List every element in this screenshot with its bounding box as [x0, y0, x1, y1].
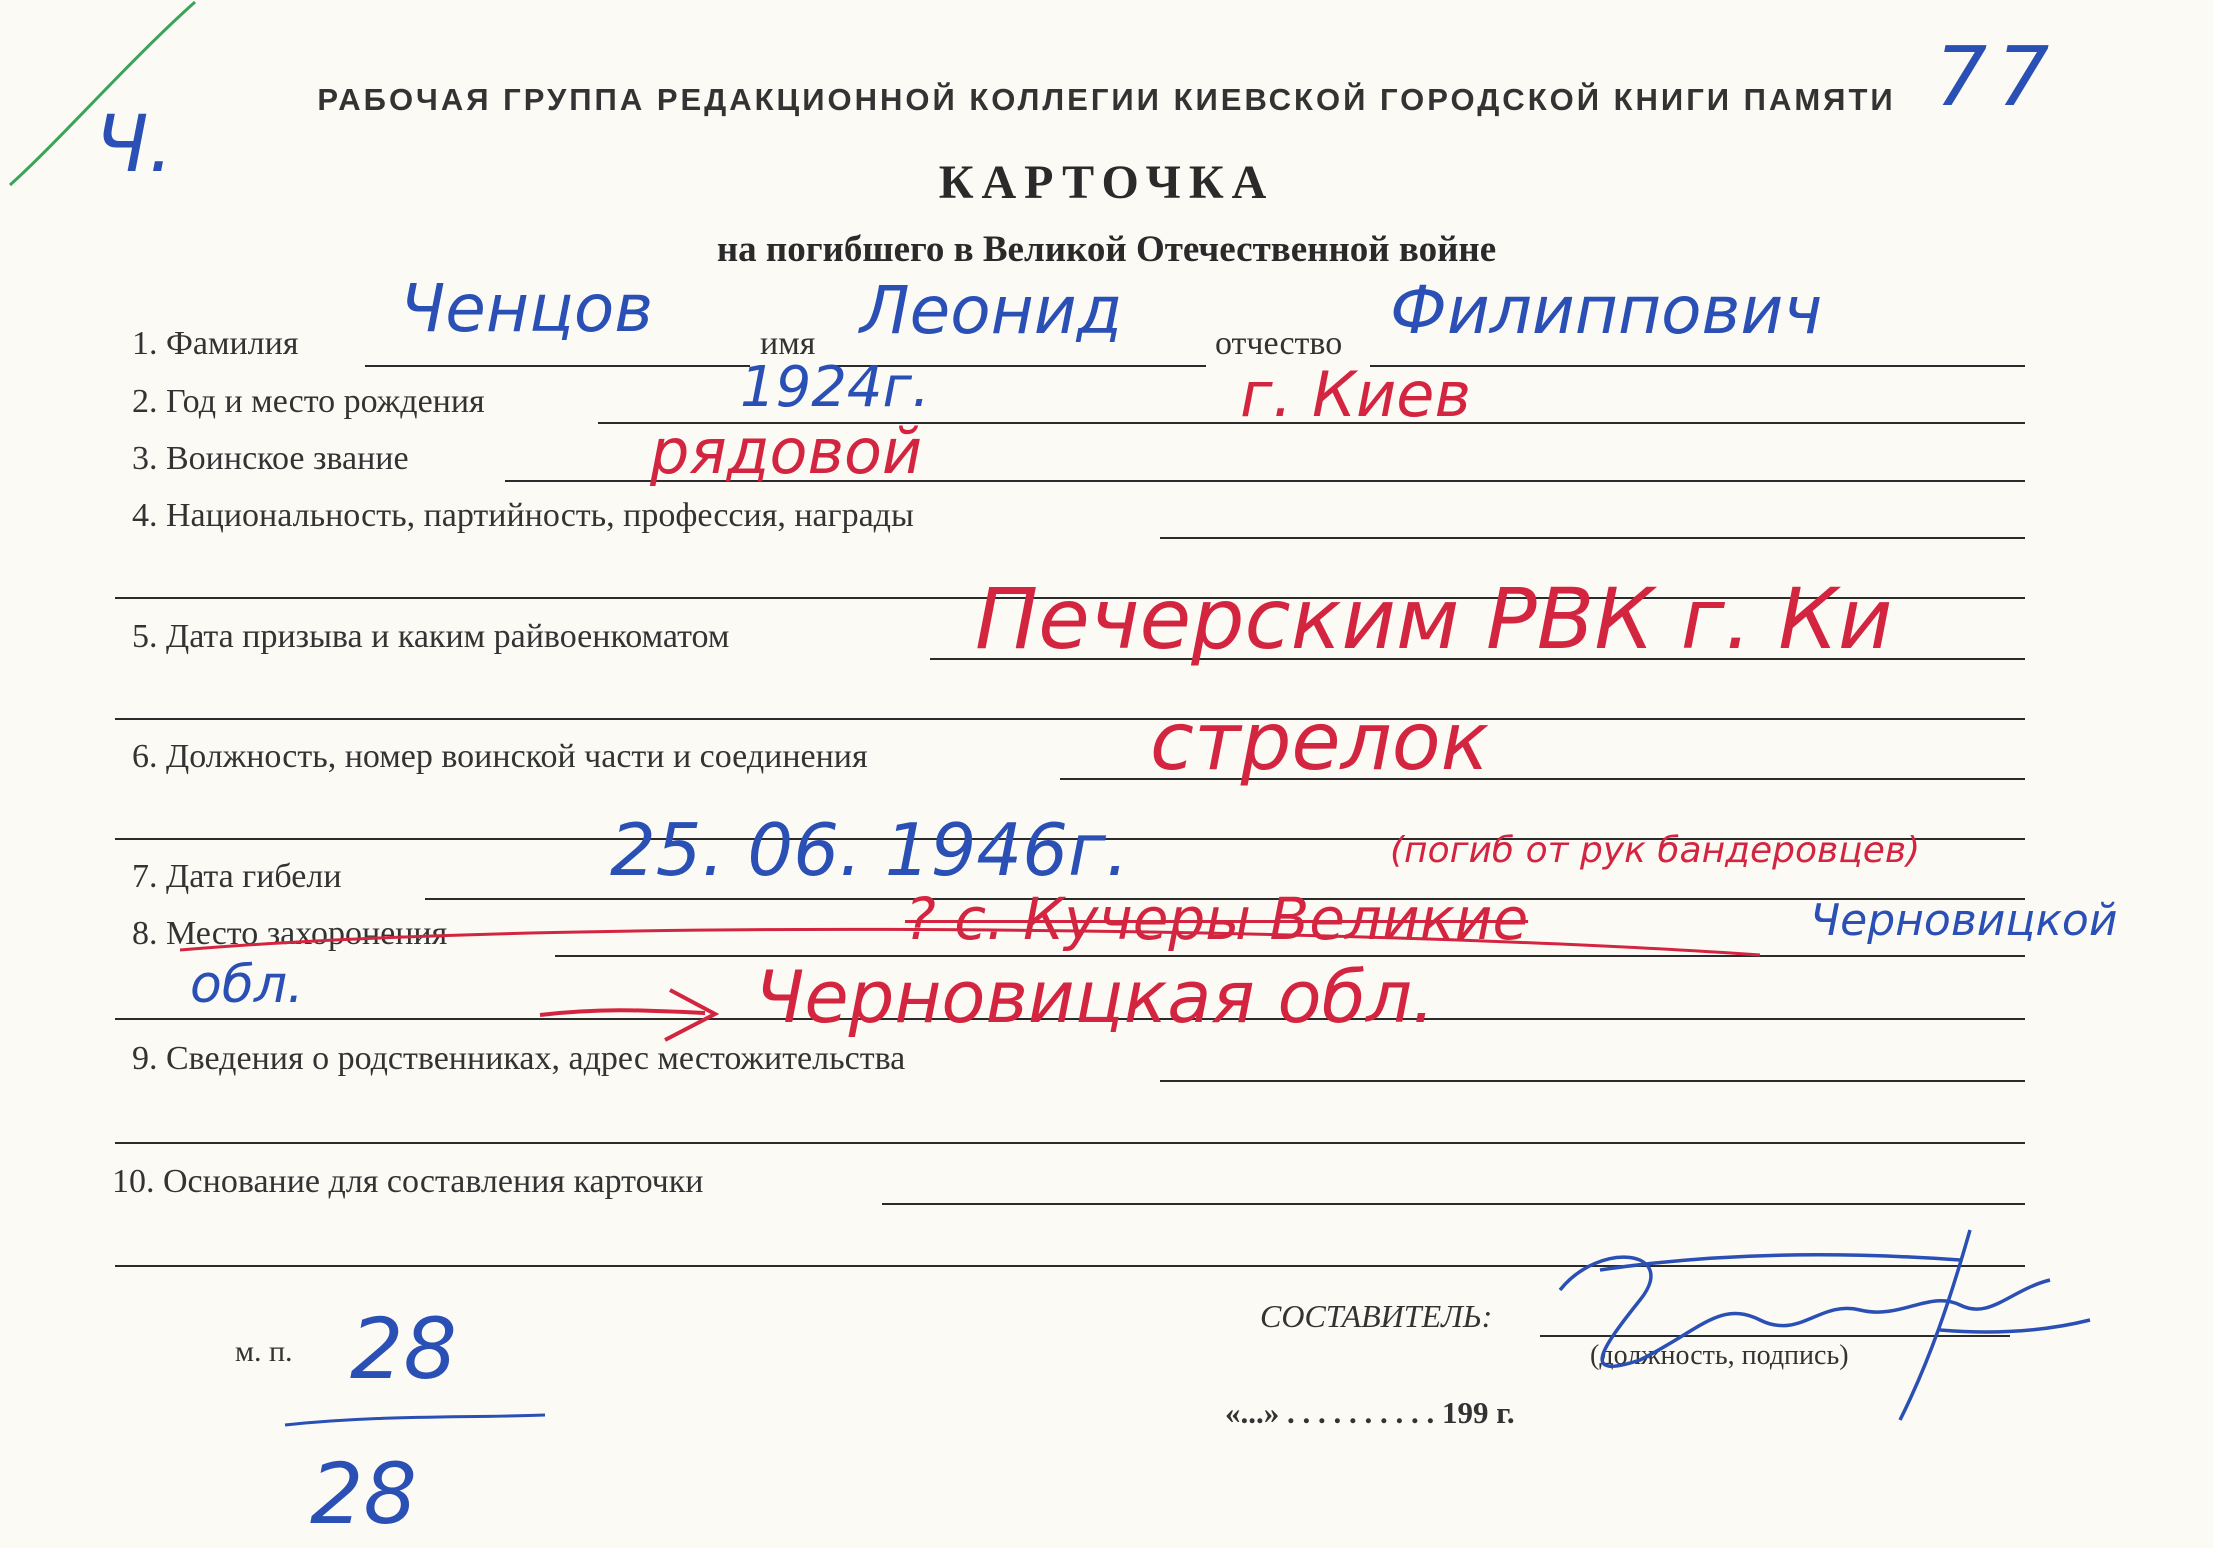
relatives-line	[1160, 1080, 2025, 1082]
relatives-line-2	[115, 1142, 2025, 1144]
mp-number-bottom: 28	[310, 1445, 417, 1543]
burial-corrected-value: Черновицкая обл.	[755, 955, 1435, 1039]
corner-mark: Ч.	[95, 100, 174, 190]
mp-label: м. п.	[235, 1335, 293, 1368]
card-title: КАРТОЧКА	[938, 156, 1275, 209]
basis-line-2	[115, 1265, 2025, 1267]
field-death-date-label: 7. Дата гибели	[132, 858, 342, 895]
field-rank-label: 3. Воинское звание	[132, 440, 409, 477]
surname-line	[365, 365, 750, 367]
field-burial-label: 8. Место захоронения	[132, 915, 448, 952]
field-basis-label: 10. Основание для составления карточки	[112, 1163, 704, 1200]
burial-obl-value: обл.	[190, 955, 304, 1015]
birth-place-value: г. Киев	[1240, 358, 1471, 431]
card-number: 77	[1935, 30, 2060, 125]
mp-fraction-line	[285, 1415, 545, 1425]
field-surname-label: 1. Фамилия	[132, 325, 299, 362]
field-draft-label: 5. Дата призыва и каким райвоенкоматом	[132, 618, 730, 655]
field-birth-label: 2. Год и место рождения	[132, 383, 485, 420]
date-line: «...» . . . . . . . . . . 199 г.	[1225, 1395, 1515, 1430]
draft-line-2	[115, 718, 2025, 720]
card-subtitle: на погибшего в Великой Отечественной войне	[716, 229, 1497, 270]
signature	[1560, 1230, 2090, 1420]
position-value: стрелок	[1150, 695, 1489, 788]
mp-number-top: 28	[350, 1300, 457, 1398]
name-value: Леонид	[860, 272, 1123, 349]
rank-value: рядовой	[650, 415, 923, 488]
compiler-label: СОСТАВИТЕЛЬ:	[1260, 1298, 1493, 1334]
birth-year-value: 1924г.	[740, 355, 930, 420]
patronymic-value: Филиппович	[1390, 272, 1823, 349]
organization-header: РАБОЧАЯ ГРУППА РЕДАКЦИОННОЙ КОЛЛЕГИИ КИЕВСКОЙ ГОРОДСКОЙ КНИГИ ПАМЯТИ	[317, 82, 1896, 117]
basis-line	[882, 1203, 2025, 1205]
field-nationality-label: 4. Национальность, партийность, профессия, награды	[132, 497, 914, 534]
red-arrow-shaft	[540, 1010, 705, 1015]
signature-caption: (должность, подпись)	[1590, 1340, 1849, 1371]
draft-value: Печерским РВК г. Ки	[975, 570, 1893, 668]
red-arrow-head	[665, 990, 715, 1040]
field-patronymic-label: отчество	[1215, 325, 1343, 362]
nationality-line	[1160, 537, 2025, 539]
field-relatives-label: 9. Сведения о родственниках, адрес местожительства	[132, 1040, 906, 1077]
signature-line	[1540, 1335, 2010, 1337]
field-name-label: имя	[760, 325, 816, 362]
burial-region-value: Черновицкой	[1810, 895, 2118, 946]
burial-struck-value: ? с. Кучеры Великие	[905, 885, 1529, 953]
death-note: (погиб от рук бандеровцев)	[1390, 830, 1921, 871]
field-position-label: 6. Должность, номер воинской части и соединения	[132, 738, 868, 775]
surname-value: Ченцов	[400, 270, 654, 347]
death-date-value: 25. 06. 1946г.	[610, 808, 1129, 892]
